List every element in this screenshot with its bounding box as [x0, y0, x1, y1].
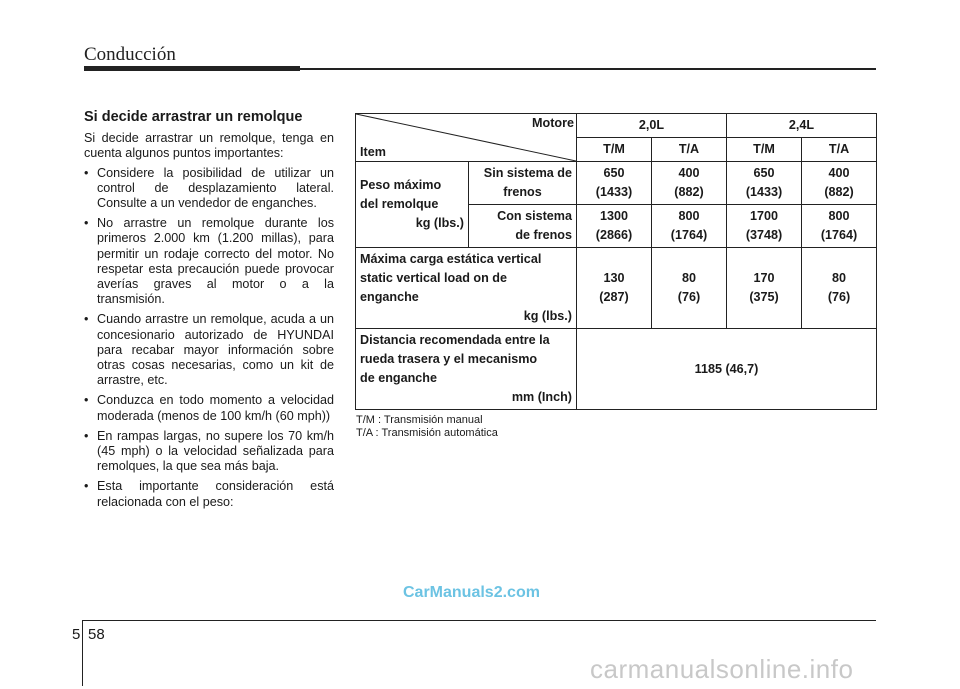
engine-header: 2,4L — [727, 114, 877, 138]
dist-label-cell — [356, 329, 577, 410]
trans-header: T/A — [802, 138, 877, 162]
value-lbs: (76) — [827, 290, 851, 304]
value: 1700 — [750, 209, 779, 223]
value: 80 — [682, 271, 697, 285]
sin-frenos-label: Sin sistema de — [483, 166, 572, 180]
value-lbs: (3748) — [745, 228, 783, 242]
value: 130 — [603, 271, 625, 285]
dist-value: 1185 (46,7) — [577, 329, 877, 410]
value-cell — [727, 248, 802, 329]
dist-label: rueda trasera y el mecanismo — [360, 352, 538, 366]
carga-label: enganche — [360, 290, 419, 304]
con-frenos-label: Con sistema — [497, 209, 572, 223]
chapter-title: Conducción — [84, 44, 176, 65]
value-cell — [727, 205, 802, 248]
sin-frenos-cell — [469, 162, 577, 205]
header-motore: Motore — [532, 116, 574, 130]
value-cell — [802, 248, 877, 329]
value-lbs: (882) — [824, 185, 854, 199]
value-cell — [802, 205, 877, 248]
footer-rule-vertical — [82, 620, 83, 686]
trans-header: T/A — [652, 138, 727, 162]
con-frenos-cell — [469, 205, 577, 248]
value-cell — [652, 162, 727, 205]
sin-frenos-label: frenos — [503, 185, 542, 199]
value-lbs: (1764) — [670, 228, 708, 242]
value-cell — [727, 162, 802, 205]
value-lbs: (1433) — [745, 185, 783, 199]
value: 1300 — [599, 209, 629, 223]
trans-header: T/M — [577, 138, 652, 162]
value: 170 — [753, 271, 775, 285]
watermark-carmanualsonline: carmanualsonline.info — [590, 654, 854, 684]
footer-rule-horizontal — [82, 620, 876, 621]
header-rule-thick — [84, 66, 300, 71]
bullet-item: • Considere la posibilidad de utilizar un control de desplazamiento lateral. Consulte a un vendedor de enganches. — [84, 166, 334, 212]
value-cell — [652, 248, 727, 329]
bullet-item: • Esta importante consideración está relacionada con el peso: — [84, 479, 334, 509]
value-lbs: (375) — [749, 290, 779, 304]
header-diagonal-cell — [356, 114, 577, 162]
peso-unit: kg (lbs.) — [415, 216, 464, 230]
peso-label: del remolque — [360, 197, 439, 211]
instructions-column — [84, 110, 334, 515]
con-frenos-label: de frenos — [515, 228, 572, 242]
carga-label: Máxima carga estática vertical — [360, 252, 542, 266]
carga-unit: kg (lbs.) — [523, 309, 572, 323]
value-lbs: (882) — [674, 185, 704, 199]
bullet-item: • Conduzca en todo momento a velocidad moderada (menos de 100 km/h (60 mph)) — [84, 393, 334, 423]
note-ta: T/A : Transmisión automática — [356, 426, 498, 439]
header-item: Item — [360, 145, 386, 159]
trans-header: T/M — [727, 138, 802, 162]
value-lbs: (2866) — [595, 228, 633, 242]
table-row — [356, 248, 877, 329]
table-row — [356, 329, 877, 410]
bullet-item: • Cuando arrastre un remolque, acuda a un concesionario autorizado de HYUNDAI para recabar mayor información sobre otras cosas necesarias, como un kit de arrastre, etc. — [84, 312, 334, 388]
section-title: Si decide arrastrar un remolque — [84, 109, 303, 125]
value: 650 — [753, 166, 775, 180]
value-cell — [652, 205, 727, 248]
bullet-list — [84, 166, 334, 510]
peso-label: Peso máximo — [360, 178, 442, 192]
dist-unit: mm (Inch) — [511, 390, 572, 404]
bullet-item: • No arrastre un remolque durante los primeros 2.000 km (1.200 millas), para permitir un rodaje correcto del motor. No respetar esta precaución puede provocar averías graves al motor o a la transmisión. — [84, 216, 334, 307]
value: 800 — [678, 209, 700, 223]
value: 80 — [832, 271, 847, 285]
value: 800 — [828, 209, 850, 223]
carga-label: static vertical load on de — [360, 271, 507, 285]
header-rule-thin — [300, 68, 876, 70]
chapter-number: 5 — [72, 626, 81, 643]
value-lbs: (1764) — [820, 228, 858, 242]
value-lbs: (1433) — [595, 185, 633, 199]
value: 650 — [603, 166, 625, 180]
table-notes — [356, 414, 498, 439]
value-lbs: (287) — [599, 290, 629, 304]
value-cell — [577, 248, 652, 329]
value-cell — [802, 162, 877, 205]
table-row — [356, 162, 877, 205]
engine-header: 2,0L — [577, 114, 727, 138]
trailer-spec-table — [355, 113, 877, 410]
section-intro: Si decide arrastrar un remolque, tenga en cuenta algunos puntos importantes: — [84, 131, 334, 161]
note-tm: T/M : Transmisión manual — [356, 414, 483, 426]
value-cell — [577, 162, 652, 205]
table-row — [356, 114, 877, 138]
dist-label: Distancia recomendada entre la — [360, 333, 550, 347]
dist-label: de enganche — [360, 371, 437, 385]
value-lbs: (76) — [677, 290, 701, 304]
value: 400 — [828, 166, 850, 180]
carga-label-cell — [356, 248, 577, 329]
watermark-carmanuals2: CarManuals2.com — [403, 584, 540, 601]
page-number-value: 58 — [88, 626, 105, 643]
value-cell — [577, 205, 652, 248]
peso-label-cell — [356, 162, 469, 248]
value: 400 — [678, 166, 700, 180]
bullet-item: • En rampas largas, no supere los 70 km/h (45 mph) o la velocidad señalizada para remolques, la que sea más baja. — [84, 429, 334, 475]
